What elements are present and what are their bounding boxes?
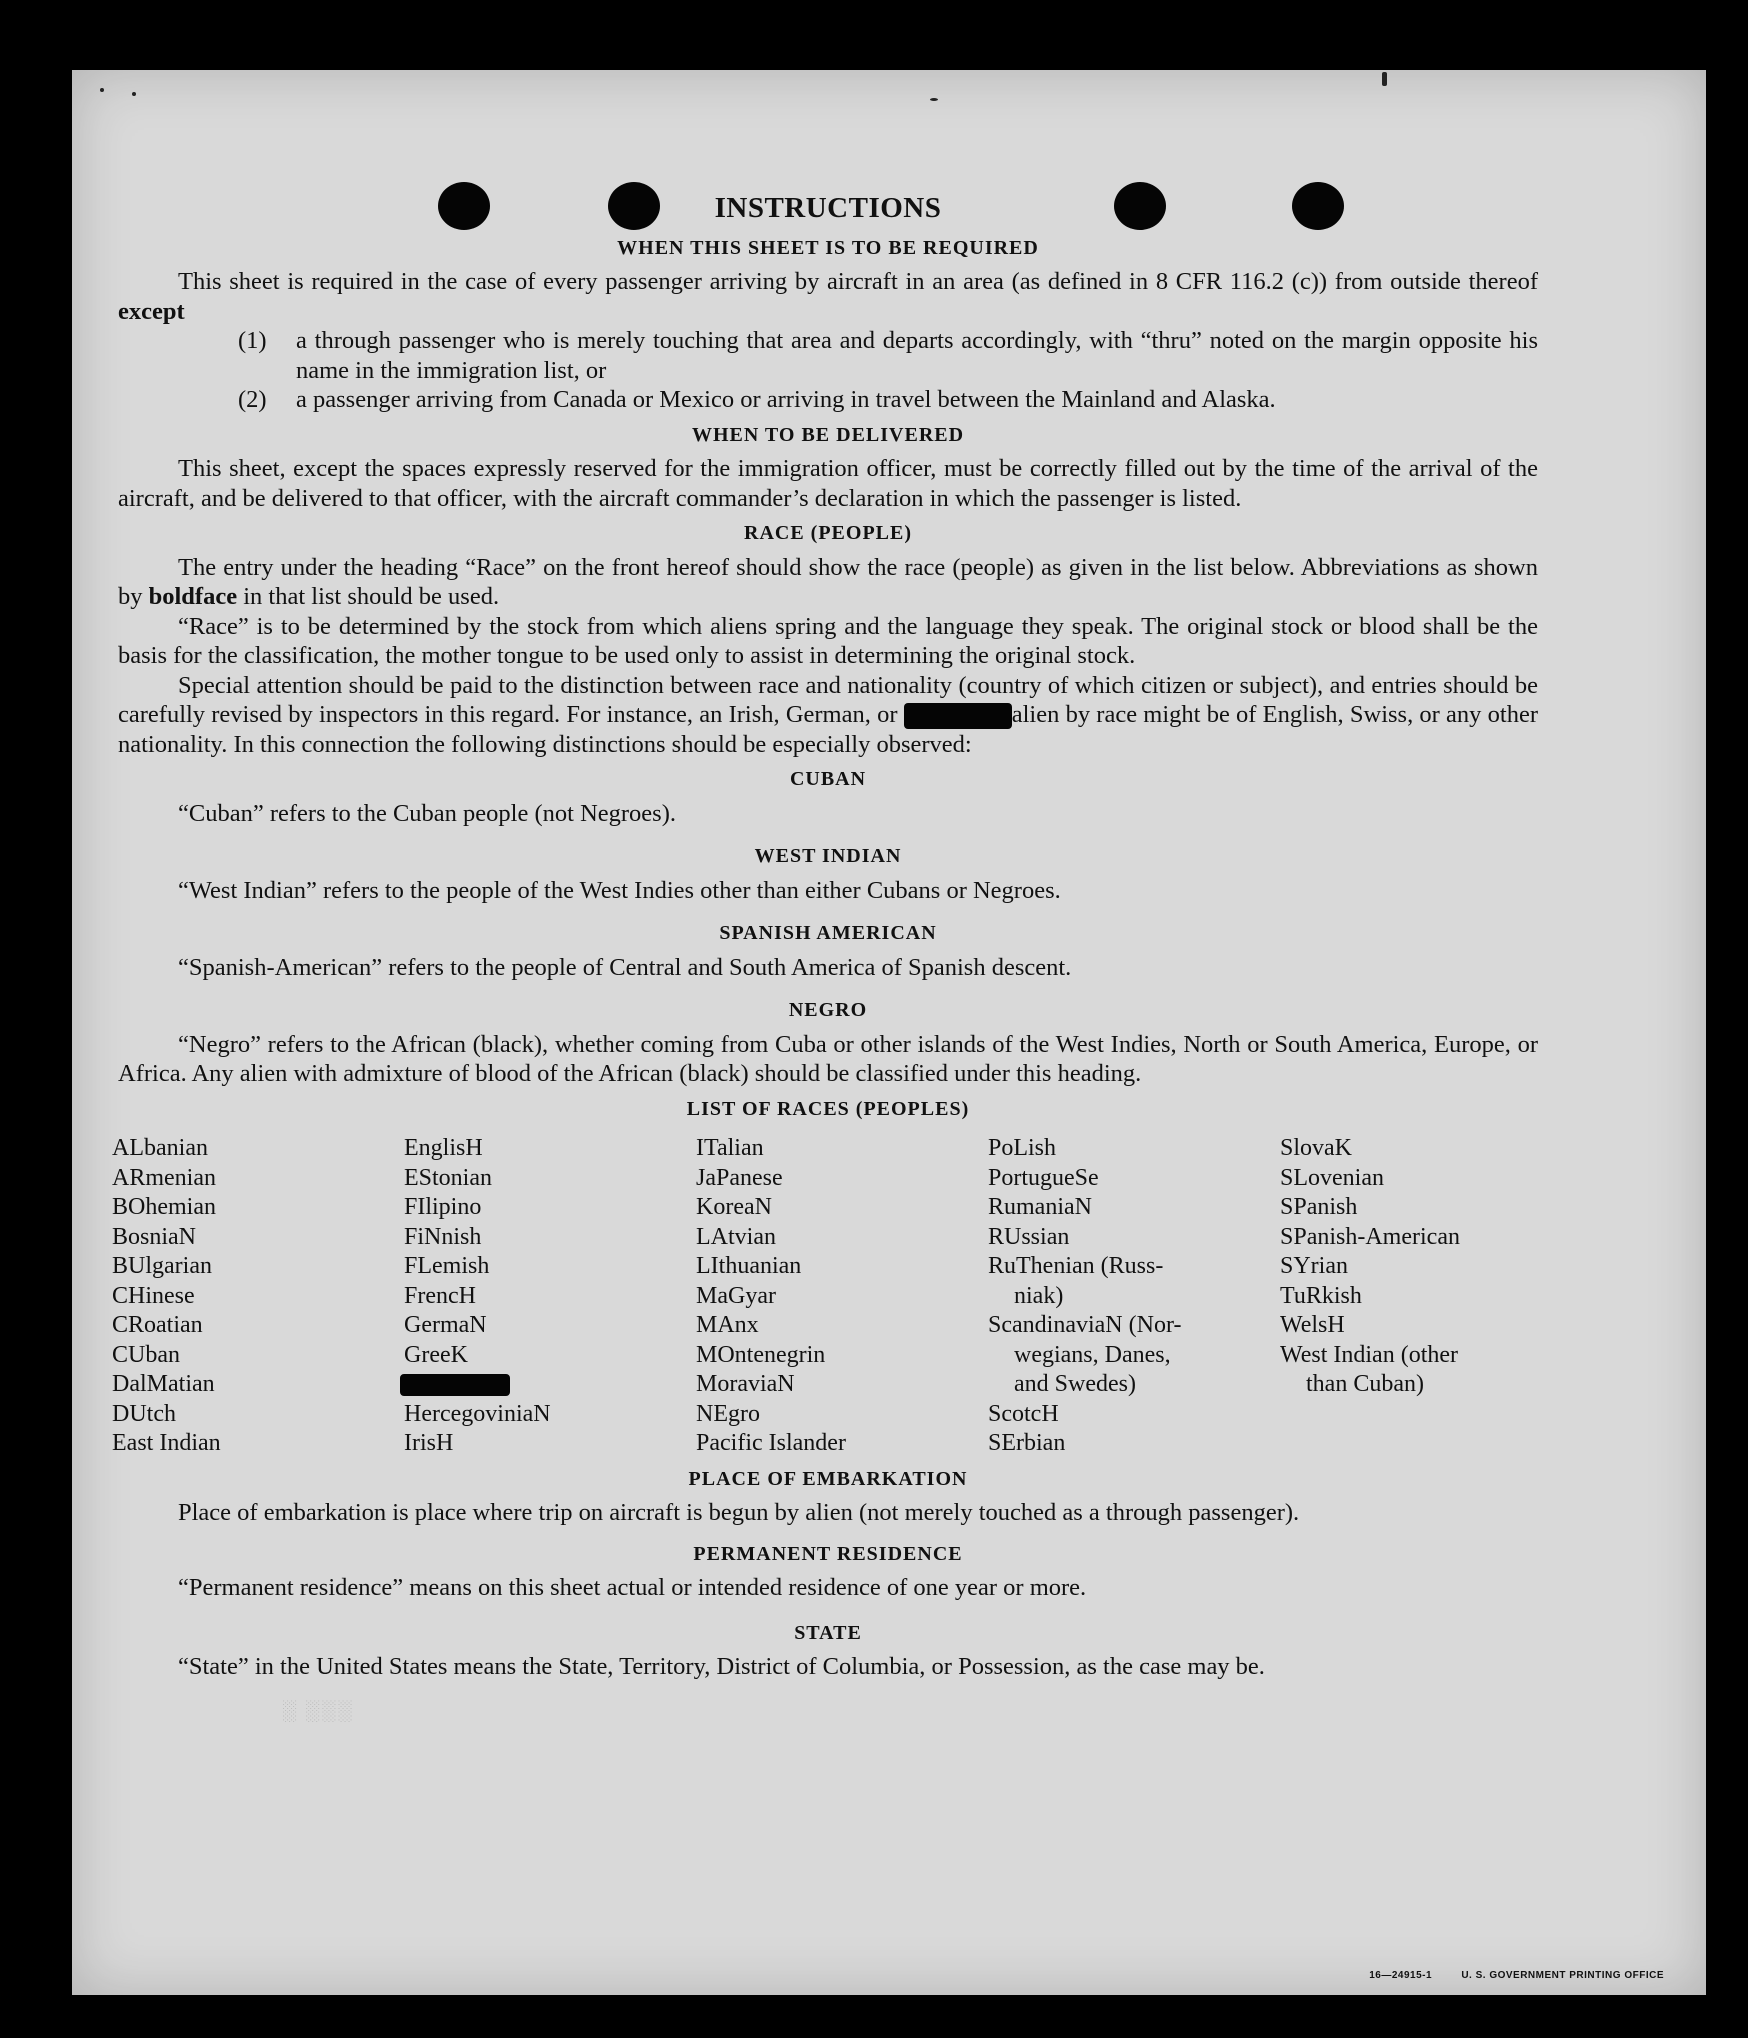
race-entry: RUssian [988, 1223, 1070, 1250]
paragraph-embarkation: Place of embarkation is place where trip on aircraft is begun by alien (not merely touched as a through passenger). [178, 1499, 1300, 1526]
race-entry: MoraviaN [696, 1371, 795, 1397]
race-entry: DUtch [112, 1400, 176, 1427]
race-entry: FrencH [404, 1282, 476, 1309]
race-entry: DalMatian [112, 1371, 215, 1397]
race-entry: SErbian [988, 1430, 1066, 1456]
race-entry-continued: than Cuban) [1306, 1371, 1424, 1397]
race-entry: EStonian [404, 1164, 492, 1191]
paragraph-west-indian: “West Indian” refers to the people of the West Indies other than either Cubans or Negroes. [178, 876, 1061, 904]
race-entry: PoLish [988, 1135, 1057, 1161]
race-entry: LAtvian [696, 1223, 776, 1250]
heading-required: WHEN THIS SHEET IS TO BE REQUIRED [617, 236, 1039, 259]
footer [1369, 1970, 1664, 1981]
heading-spanish-american: SPANISH AMERICAN [719, 922, 937, 944]
exception-item: (1) a through passenger who is merely touching that area and departs accordingly, with “thru” noted on the margin opposite his name in the immigration list, or [238, 327, 1538, 384]
redacted-entry [404, 1370, 696, 1400]
race-entry: West Indian (other [1280, 1341, 1459, 1368]
race-entry: FIlipino [404, 1194, 482, 1220]
page-title: INSTRUCTIONS [714, 192, 942, 224]
race-entry: JaPanese [696, 1164, 783, 1191]
race-entry: HercegoviniaN [404, 1400, 551, 1427]
race-entry: EnglisH [404, 1135, 483, 1161]
race-entry: LIthuanian [696, 1253, 802, 1279]
speck [1382, 72, 1387, 86]
races-list [112, 1134, 1538, 1459]
race-entry: MOntenegrin [696, 1341, 826, 1368]
heading-list-of-races: LIST OF RACES (PEOPLES) [686, 1097, 970, 1120]
heading-west-indian: WEST INDIAN [754, 845, 902, 867]
heading-delivered: WHEN TO BE DELIVERED [691, 423, 965, 446]
race-entry: KoreaN [696, 1194, 772, 1220]
races-column [696, 1134, 988, 1459]
heading-state: STATE [794, 1621, 862, 1644]
race-entry: TuRkish [1280, 1282, 1362, 1309]
race-entry: ITalian [696, 1135, 764, 1161]
race-entry: IrisH [404, 1430, 454, 1456]
race-entry: ScotcH [988, 1400, 1059, 1427]
paragraph-spanish-american: “Spanish-American” refers to the people of Central and South America of Spanish descent. [178, 953, 1072, 981]
race-entry: CUban [112, 1341, 180, 1368]
paragraph-delivered: This sheet, except the spaces expressly reserved for the immigration officer, must be correctly filled out by the time of the arrival of the aircraft, and be delivered to that officer, with the aircraft commander’s declaration in which the passenger is listed. [118, 455, 1538, 512]
race-entry: RuThenian (Russ- [988, 1253, 1164, 1279]
race-entry: SPanish [1280, 1194, 1358, 1220]
race-entry: SlovaK [1280, 1135, 1352, 1161]
race-entry: ARmenian [112, 1164, 216, 1191]
race-entry: Pacific Islander [696, 1430, 846, 1456]
race-entry: FiNnish [404, 1223, 482, 1250]
heading-residence: PERMANENT RESIDENCE [693, 1542, 963, 1565]
paragraph-race-1: The entry under the heading “Race” on the front hereof should show the race (people) as given in the list below. Abbreviations as shown by boldface in that list should be used. [118, 553, 1538, 610]
race-entry-continued: and Swedes) [1014, 1371, 1136, 1397]
races-column [404, 1134, 696, 1459]
race-entry: MaGyar [696, 1282, 776, 1309]
paragraph-cuban: “Cuban” refers to the Cuban people (not Negroes). [178, 799, 676, 827]
race-entry: CHinese [112, 1282, 195, 1309]
redaction-mark [904, 703, 1012, 729]
paragraph-negro: “Negro” refers to the African (black), whether coming from Cuba or other islands of the West Indies, North or South America, Europe, or Africa. Any alien with admixture of blood of the African (black) should be classified under this heading. [118, 1030, 1538, 1087]
paragraph-race-2: “Race” is to be determined by the stock from which aliens spring and the language they speak. The original stock or blood shall be the basis for the classification, the mother tongue to be used only to assist in determining the original stock. [118, 612, 1538, 669]
races-column [1280, 1134, 1540, 1459]
race-entry: GermaN [404, 1312, 487, 1338]
race-entry: FLemish [404, 1253, 490, 1279]
race-entry: BOhemian [112, 1194, 216, 1220]
race-entry: RumaniaN [988, 1194, 1092, 1220]
race-entry: East Indian [112, 1430, 221, 1456]
speck [132, 92, 136, 96]
race-entry: MAnx [696, 1312, 759, 1338]
races-column [112, 1134, 404, 1459]
race-entry: CRoatian [112, 1312, 203, 1338]
race-entry-continued: niak) [1014, 1282, 1064, 1309]
race-entry: PortugueSe [988, 1164, 1099, 1191]
instructions-content [112, 190, 1538, 1682]
paragraph-residence: “Permanent residence” means on this sheet actual or intended residence of one year or more. [178, 1574, 1087, 1601]
heading-embarkation: PLACE OF EMBARKATION [688, 1467, 968, 1490]
race-entry: SPanish-American [1280, 1223, 1460, 1250]
race-entry: BosniaN [112, 1223, 196, 1250]
paragraph-required: This sheet is required in the case of every passenger arriving by aircraft in an area (as defined in 8 CFR 116.2 (c)) from outside thereof except [118, 268, 1538, 325]
race-entry: SYrian [1280, 1253, 1348, 1279]
race-entry: ScandinaviaN (Nor- [988, 1312, 1182, 1338]
races-column [988, 1134, 1280, 1459]
faded-stamp: ░ ░░░ [282, 1700, 354, 1722]
race-entry: GreeK [404, 1341, 468, 1368]
race-entry: WelsH [1280, 1312, 1345, 1338]
speck [100, 88, 104, 92]
paragraph-race-3: Special attention should be paid to the distinction between race and nationality (country of which citizen or subject), and entries should be carefully revised by inspectors in this regard. For instance, an Irish, German, or alien by race might be of English, Swiss, or any other nationality. In this connection the following distinctions should be especially observed: [118, 671, 1538, 758]
heading-race: RACE (PEOPLE) [744, 522, 912, 544]
race-entry: BUlgarian [112, 1253, 212, 1279]
heading-negro: NEGRO [788, 999, 868, 1021]
heading-cuban: CUBAN [789, 768, 867, 790]
redaction-mark [400, 1374, 510, 1396]
speck [930, 98, 938, 101]
form-number: 16—24915-1 [1369, 1970, 1433, 1981]
race-entry-continued: wegians, Danes, [1014, 1341, 1171, 1368]
exception-item: (2) a passenger arriving from Canada or Mexico or arriving in travel between the Mainland and Alaska. [238, 386, 1276, 413]
paragraph-state: “State” in the United States means the State, Territory, District of Columbia, or Possession, as the case may be. [178, 1653, 1265, 1680]
printer-credit: U. S. GOVERNMENT PRINTING OFFICE [1461, 1970, 1664, 1981]
race-entry: NEgro [696, 1400, 760, 1427]
race-entry: SLovenian [1280, 1164, 1384, 1191]
race-entry: ALbanian [112, 1135, 208, 1161]
